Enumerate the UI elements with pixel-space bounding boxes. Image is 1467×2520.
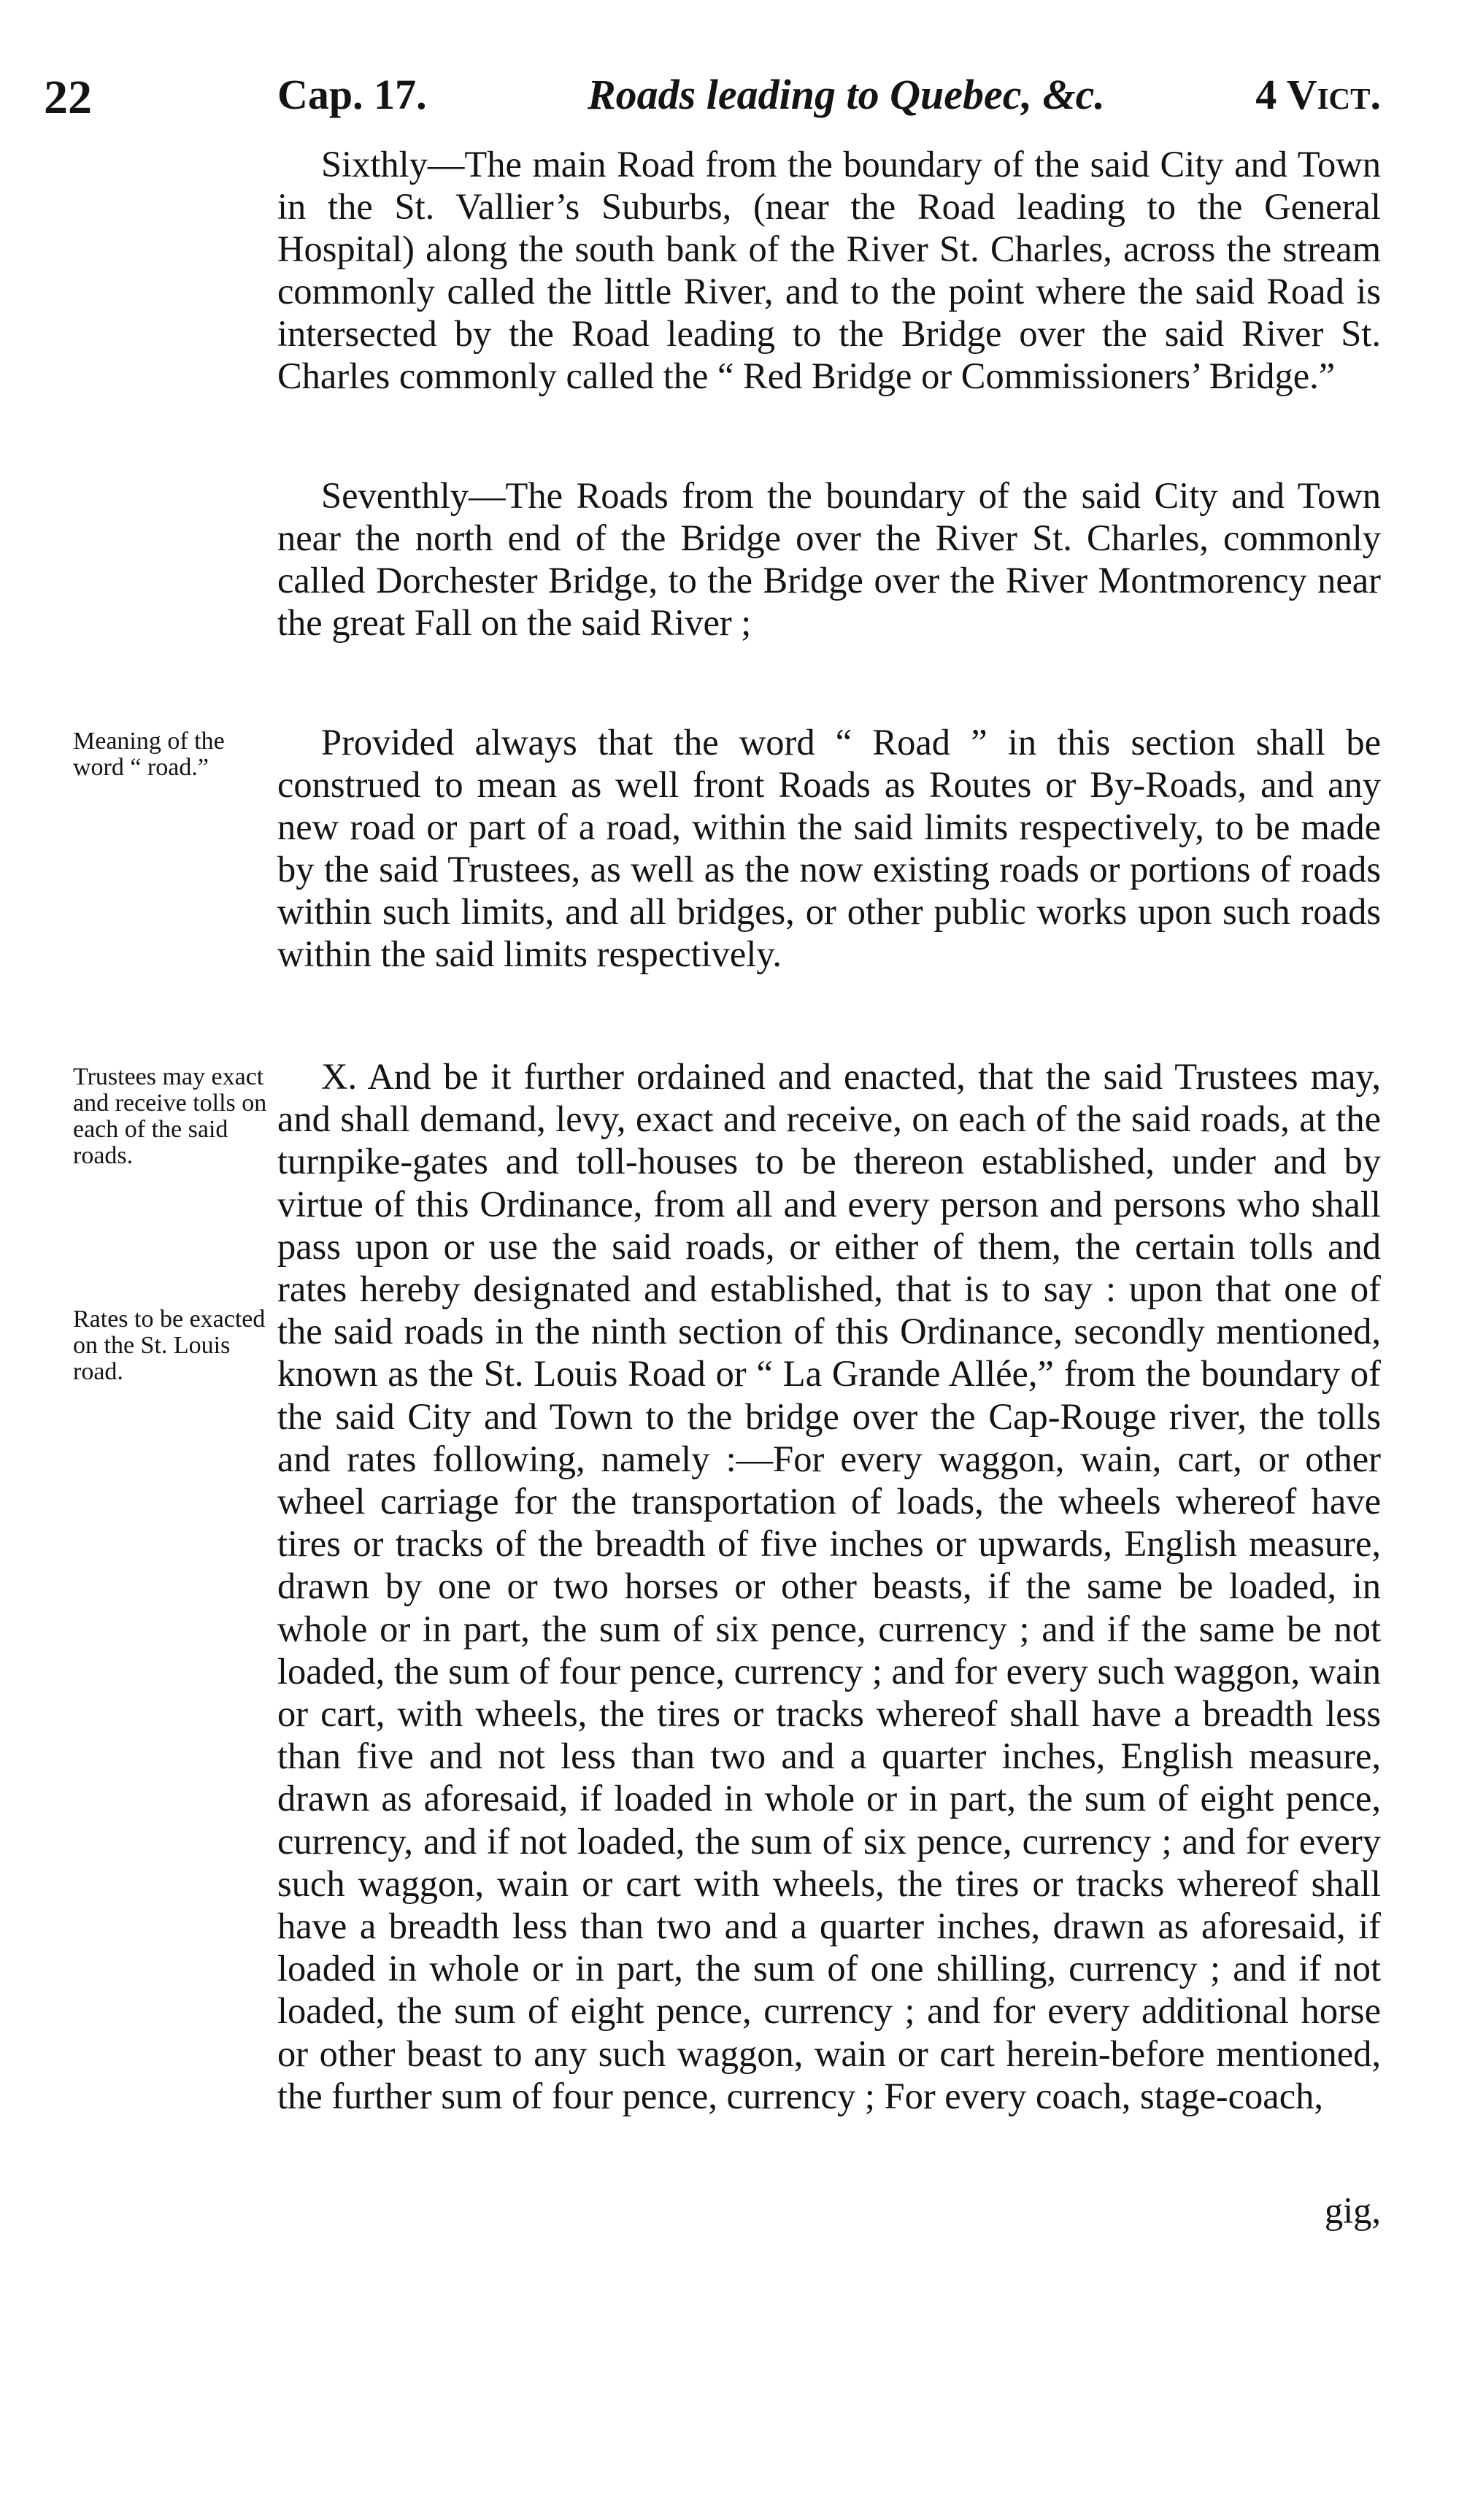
- marginal-note-road-meaning: Meaning of the word “ road.”: [73, 728, 225, 781]
- section-x: [277, 1055, 1381, 2117]
- paragraph-seventhly: [277, 474, 1381, 644]
- section-x-text: X. And be it further ordained and enacted, that the said Trustees may, and shall demand, levy, exact and receive, on each of the said roads, at the turnpike-gates and toll-houses to be thereon established, under and by virtue of this Ordinance, from all and every person and persons who shall pass upon or use the said roads, or either of them, the certain tolls and rates hereby designated and established, that is to say : upon that one of the said roads in the ninth section of this Ordinance, secondly mentioned, known as the St. Louis Road or “ La Grande Allée,” from the boundary of the said City and Town to the bridge over the Cap-Rouge river, the tolls and rates following, namely :—For every waggon, wain, cart, or other wheel carriage for the transportation of loads, the wheels whereof have tires or tracks of the breadth of five inches or upwards, English measure, drawn by one or two horses or other beasts, if the same be loaded, in whole or in part, the sum of six pence, currency ; and if the same be not loaded, the sum of four pence, currency ; and for every such waggon, wain or cart, with wheels, the tires or tracks whereof shall have a breadth less than five and not less than two and a quarter inches, English measure, drawn as aforesaid, if loaded in whole or in part, the sum of eight pence, currency, and if not loaded, the sum of six pence, currency ; and for every such waggon, wain or cart with wheels, the tires or tracks whereof shall have a breadth less than two and a quarter inches, drawn as aforesaid, if loaded in whole or in part, the sum of one shilling, currency ; and if not loaded, the sum of eight pence, currency ; and for every additional horse or other beast to any such waggon, wain or cart herein-before mentioned, the further sum of four pence, currency ; For every coach, stage-coach,: [277, 1056, 1381, 2116]
- paragraph-sixthly: [277, 143, 1381, 397]
- marginal-note-st-louis-rates: Rates to be exacted on the St. Louis road.: [73, 1306, 266, 1385]
- paragraph-proviso: [277, 721, 1381, 975]
- running-title: Roads leading to Quebec, &c.: [588, 71, 1105, 118]
- paragraph-proviso-text: Provided always that the word “ Road ” in this section shall be construed to mean as well front Roads as Routes or By-Roads, and any new road or part of a road, within the said limits respectively, to be made by the said Trustees, as well as the now existing roads or portions of roads within such limits, and all bridges, or other public works upon such roads within the said limits respectively.: [277, 722, 1381, 974]
- page-number: 22: [44, 71, 92, 124]
- catchword: gig,: [1324, 2190, 1381, 2231]
- marginal-note-trustees-tolls: Trustees may exact and receive tolls on each of the said roads.: [73, 1063, 267, 1169]
- regnal-year: 4 Vict.: [1255, 71, 1381, 118]
- chapter-label: Cap. 17.: [277, 71, 427, 118]
- paragraph-sixthly-text: Sixthly—The main Road from the boundary of the said City and Town in the St. Vallier’s Suburbs, (near the Road leading to the General Hospital) along the south bank of the River St. Charles, across the stream commonly called the little River, and to the point where the said Road is intersected by the Road leading to the Bridge over the said River St. Charles commonly called the “ Red Bridge or Commissioners’ Bridge.”: [277, 144, 1381, 396]
- running-header: [44, 70, 1381, 128]
- paragraph-seventhly-text: Seventhly—The Roads from the boundary of the said City and Town near the north end of the Bridge over the River St. Charles, commonly called Dorchester Bridge, to the Bridge over the River Montmorency near the great Fall on the said River ;: [277, 475, 1381, 643]
